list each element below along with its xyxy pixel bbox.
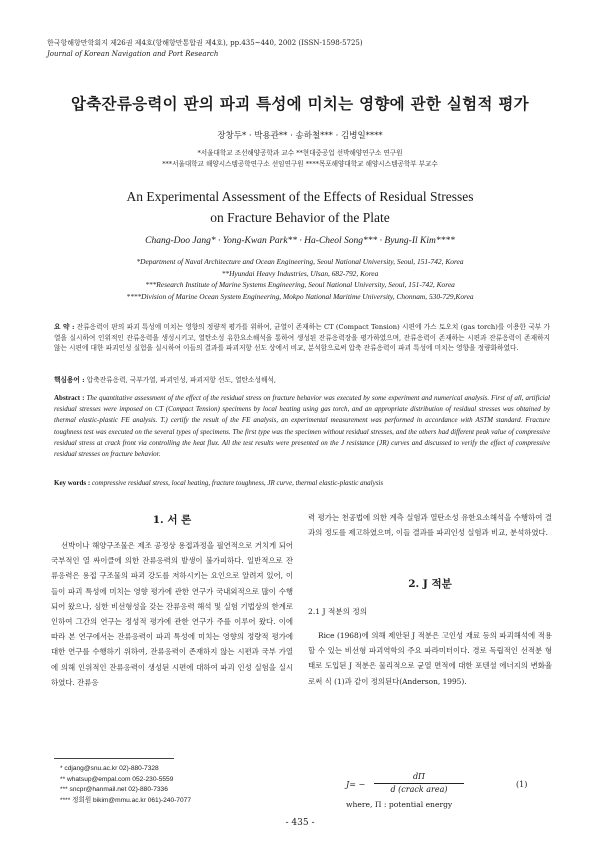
journal-citation: 한국항해항만학회지 제26권 제4호(항해항만통합권 제4호), pp.435~440, 2002 (ISSN-1598-5725): [47, 39, 363, 47]
section-heading-introduction: 1. 서 론: [152, 514, 192, 526]
keywords-korean: [54, 374, 550, 384]
equation-denominator: d (crack area): [390, 785, 448, 794]
keywords-ko-text: 압축잔류응력, 국부가열, 파괴인성, 파괴저항 선도, 열탄소성해석,: [86, 376, 276, 384]
abstract-ko-label: 요 약 :: [54, 323, 75, 331]
title-en-line: An Experimental Assessment of the Effects of Residual Stresses: [126, 189, 474, 204]
j-integral-paragraph: Rice (1968)에 의해 제안된 J 적분은 고인성 재료 등의 파괴해석에 적용할 수 있는 비선형 파괴역학의 주요 파라미터이다. 경로 독립적인 선적분 형태로 도입된 J 적분은 물리적으로 균열 면적에 대한 포텐셜 에너지의 변화율로써 식 (1)과 같이 정의된다(Anderson, 1995).: [308, 631, 552, 686]
abstract-en-label: Abstract :: [54, 394, 85, 402]
affiliation-en-line: *Department of Naval Architecture and Ocean Engineering, Seoul National University, Seoul, 151-742, Korea: [136, 257, 464, 266]
equation-number: (1): [516, 780, 528, 789]
equation-lhs: J= −: [346, 780, 366, 789]
page-number: - 435 -: [285, 818, 315, 828]
footnote-item: * cdjang@snu.ac.kr 02)-880-7328: [60, 765, 159, 772]
journal-header: [47, 38, 363, 60]
abstract-korean: [54, 322, 550, 354]
title-en-line: on Fracture Behavior of the Plate: [210, 210, 390, 225]
affiliations-english: [0, 256, 600, 302]
footnotes: [60, 764, 191, 806]
abstract-en-text: The quantitative assessment of the effect of the residual stress on fracture behavior was executed by some experiment and numerical analysis. First of all, artificial residual stresses were imposed on CT (Compact Tension) specimens by local heating using gas torch, and an appropriate distribution of residual stresses was obtained by thermal elastic-plastic FE analysis. T.) certify the result of the FE analysis, an experimental measurement was performed in accordance with ASTM standard. Fracture toughness test was executed on the several types of specimens. The first type was the specimen without residual stresses, and the others had different peak value of compressive residual stress at crack front via controlling the heat flux. All the test results were presented on the J resistance (JR) curves and discussed to verify the effect of compressive residual stresses on fracture behavior.: [54, 394, 551, 459]
authors-english: Chang-Doo Jang* · Yong-Kwan Park** · Ha-Cheol Song*** · Byung-Il Kim****: [145, 236, 455, 246]
keywords-ko-label: 핵심용어 :: [54, 376, 85, 384]
equation-numerator: dΠ: [412, 772, 426, 781]
right-column-continuation: 력 평가는 천공법에 의한 계측 실험과 열탄소성 유한요소해석을 수행하여 결과의 정도를 제고하였으며, 이들 결과를 파괴인성 실험과 비교, 분석하였다.: [308, 513, 552, 538]
equation-1: [346, 772, 556, 798]
keywords-english: [54, 479, 550, 487]
footnote-item: ** whatsup@empal.com 052-230-5559: [60, 775, 174, 783]
fraction-bar: [374, 783, 464, 784]
affiliation-en-line: ****Division of Marine Ocean System Engineering, Mokpo National Maritime University, Chonnam, 530-729,Korea: [126, 291, 474, 301]
section-heading-j-integral: 2. J 적분: [408, 578, 452, 590]
journal-name: Journal of Korean Navigation and Port Research: [47, 50, 219, 58]
authors-korean: 장창두* · 박용관** · 송하철*** · 김병일****: [217, 131, 383, 141]
affiliation-ko-line: *서울대학교 조선해양공학과 교수 **현대중공업 선박해양연구소 연구원: [197, 149, 403, 157]
paper-title-english: [0, 186, 600, 228]
equation-where-clause: where, Π : potential energy: [346, 800, 453, 809]
abstract-ko-text: 잔류응력이 판의 파괴 특성에 미치는 영향의 정량적 평가를 위하여, 균열이 존재하는 CT (Compact Tension) 시편에 가스 토오치 (gas torch)를 이용한 국부 가열을 실시하여 인위적인 잔류응력을 생성시키고, 열탄소성 유한요소해석을 통하여 생성된 잔류응력장을 평가하였으며, 잔류응력이 존재하는 시편과 잔류응력이 존재하지 않는 시편에 대한 파괴인성 실험을 실시하여 이들의 결과를 파괴저항 선도 상에서 비교, 분석함으로써 압축 잔류응력이 파괴 특성에 미치는 영향을 정량화하였다.: [54, 323, 551, 353]
footnote-rule: [54, 758, 174, 759]
affiliation-en-line: ***Research Institute of Marine Systems Engineering, Seoul National University, Seoul, 151-742, Korea: [145, 280, 455, 289]
subsection-heading-j-definition: 2.1 J 적분의 정의: [308, 607, 368, 616]
affiliation-en-line: **Hyundai Heavy Industries, Ulsan, 682-792, Korea: [221, 268, 379, 278]
affiliation-ko-line: ***서울대학교 해양시스템공학연구소 선임연구원 ****목포해양대학교 해양시스템공학부 부교수: [162, 160, 438, 168]
keywords-en-label: Key words :: [54, 479, 91, 487]
footnote-item: **** 정회원 bikim@mmu.ac.kr 061)-240-7077: [60, 796, 191, 804]
introduction-paragraph: 선박이나 해양구조물은 제조 공정상 용접과정을 필연적으로 거치게 되어 국부적인 열 싸이클에 의한 잔류응력의 발생이 불가피하다. 일반적으로 잔류응력은 용접 구조물의 파괴 강도를 저하시키는 요인으로 알려져 있어, 이들이 파괴 특성에 미치는 영향 평가에 관한 연구가 국내외적으로 많이 수행되어 왔으나, 심한 비선형성을 갖는 잔류응력 해석 및 실험 기법상의 한계로 인하여 그간의 연구는 정성적 평가에 관한 연구가 주를 이루어 왔다. 이에 따라 본 연구에서는 잔류응력이 파괴 특성에 미치는 영향의 정량적 평가에 대한 연구를 수행하기 위하여, 잔류응력이 존재하지 않는 시편과 국부 가열에 의해 인위적인 잔류응력이 생성된 시편에 대하여 파괴 인성 실험을 실시하였다. 잔류응: [51, 541, 293, 687]
paper-title-korean: 압축잔류응력이 판의 파괴 특성에 미치는 영향에 관한 실험적 평가: [71, 94, 529, 113]
affiliations-korean: [0, 148, 600, 170]
footnote-item: *** sncpr@hanmail.net 02)-880-7336: [60, 786, 168, 794]
keywords-en-text: compressive residual stress, local heating, fracture toughness, JR curve, thermal elastic-plastic analysis: [91, 479, 384, 487]
abstract-english: [54, 393, 550, 460]
